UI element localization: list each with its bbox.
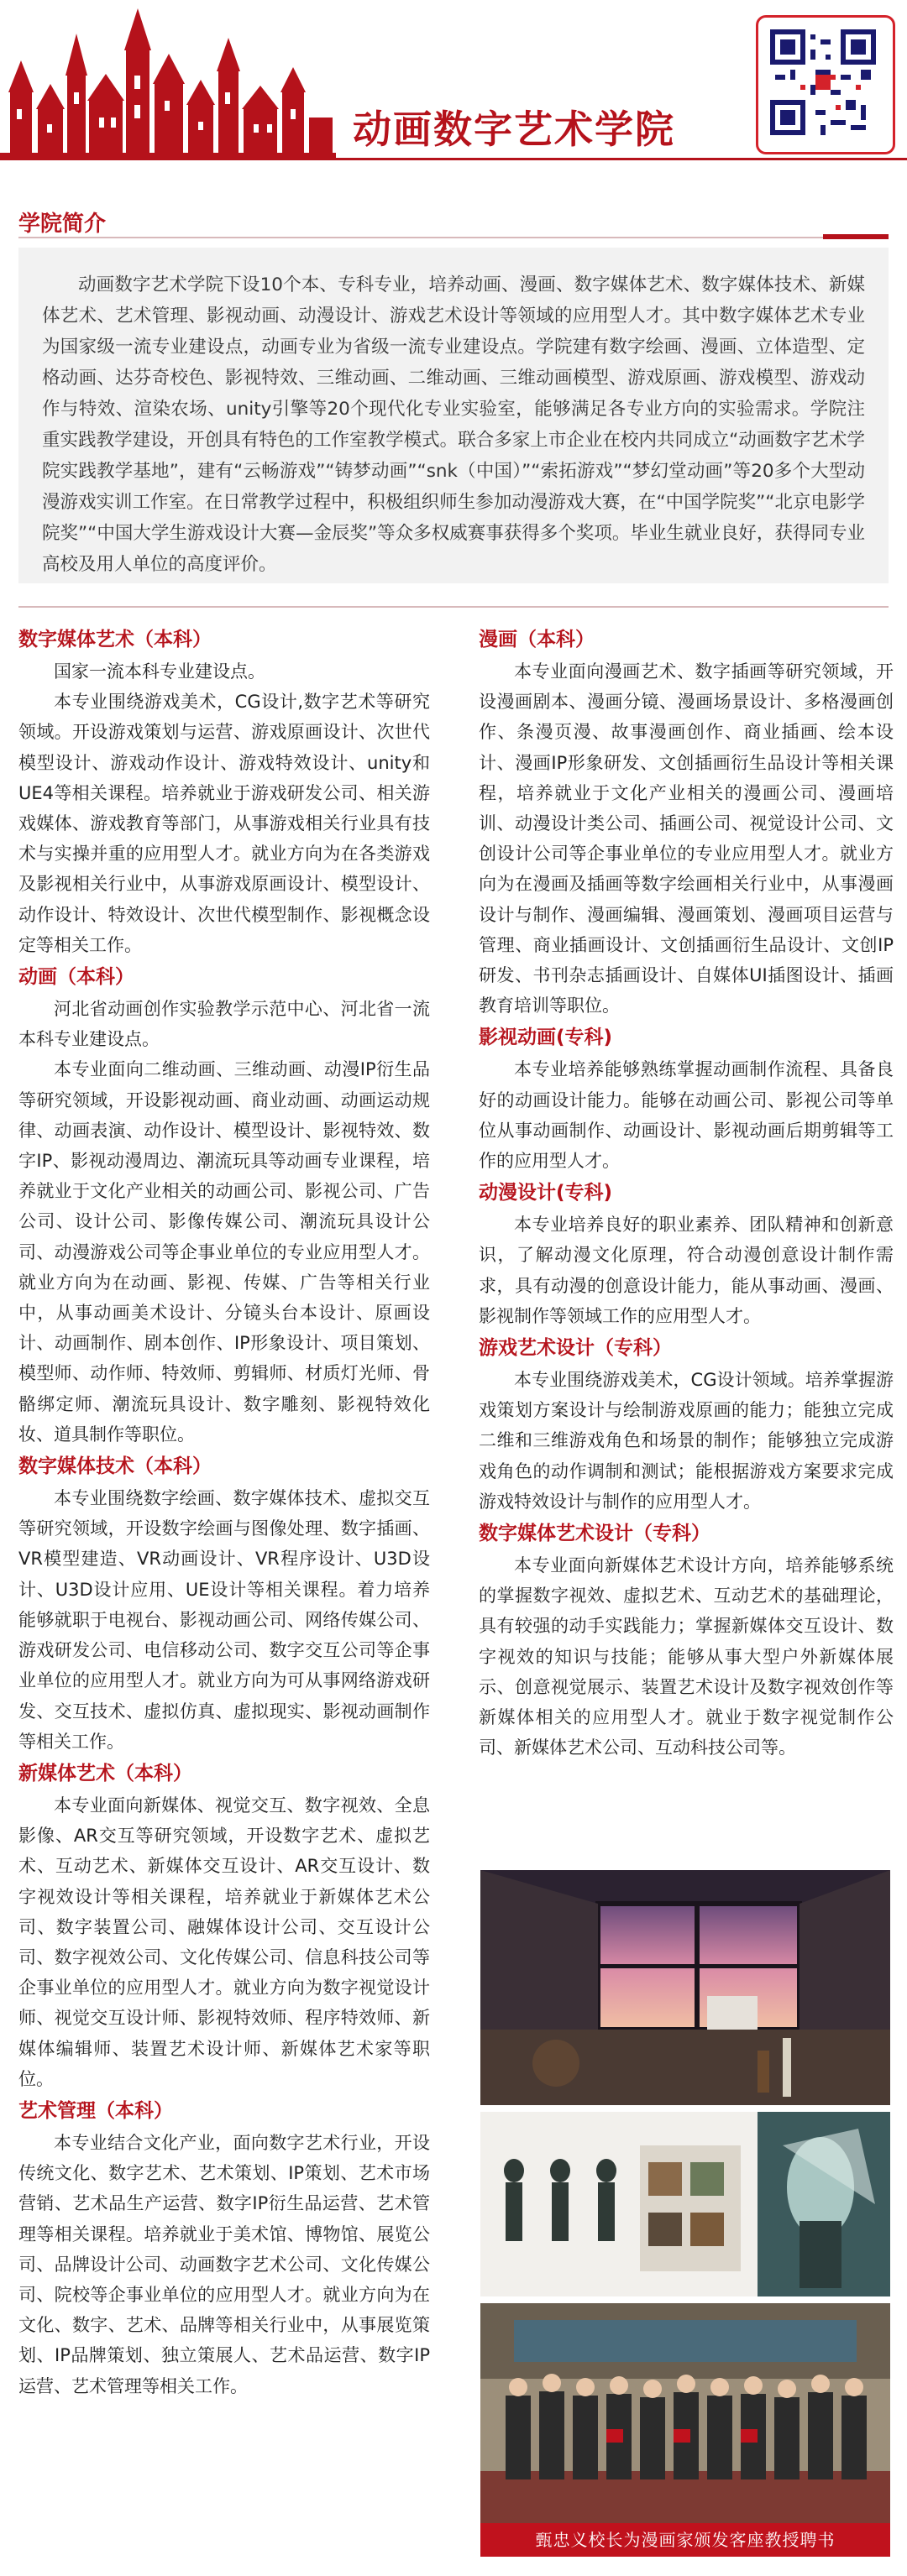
major-title: 新媒体艺术（本科） (18, 1762, 192, 1784)
major-title: 影视动画(专科) (479, 1027, 613, 1049)
major-title: 动漫设计(专科) (479, 1182, 613, 1204)
major-body: 本专业培养良好的职业素养、团队精神和创新意识，了解动漫文化原理，符合动漫创意设计制作需求，具有动漫的创意设计能力，能从事动画、漫画、影视制作等领域工作的应用型人才。 (479, 1215, 894, 1326)
major-anime-design (479, 1176, 894, 1331)
character-concept-art-icon (480, 2112, 890, 2296)
major-title: 数字媒体技术（本科） (18, 1455, 212, 1478)
major-body: 本专业面向二维动画、三维动画、动漫IP衍生品等研究领域，开设影视动画、商业动画、动画运动规律、动画表演、动作设计、模型设计、影视特效、数字IP、影视动漫周边、潮流玩具等动画专业课程，培养就业于文化产业相关的动画公司、影视公司、广告公司、设计公司、影像传媒公司、潮流玩具设计公司、动漫游戏公司等企事业单位的专业应用型人才。就业方向为在动画、影视、传媒、广告等相关行业中，从事动画美术设计、分镜头台本设计、原画设计、动画制作、剧本创作、IP形象设计、项目策划、模型师、动作师、特效师、剪辑师、材质灯光师、骨骼绑定师、潮流玩具设计、数字雕刻、影视特效化妆、道具制作等职位。 (18, 1059, 430, 1445)
major-title: 游戏艺术设计（专科） (479, 1337, 672, 1360)
intro-heading: 学院简介 (18, 212, 107, 237)
major-title: 艺术管理（本科） (18, 2099, 173, 2122)
major-film-animation (479, 1021, 894, 1176)
major-digital-media-tech (18, 1450, 430, 1757)
major-body: 本专业面向漫画艺术、数字插画等研究领域，开设漫画剧本、漫画分镜、漫画场景设计、多格漫画创作、条漫页漫、故事漫画创作、商业插画、绘本设计、漫画IP形象研发、文创插画衍生品设计等相关课程，培养就业于文化产业相关的漫画公司、漫画培训、动漫设计类公司、插画公司、视觉设计公司、文创设计公司等企事业单位的专业应用型人才。就业方向为在漫画及插画等数字绘画相关行业中，从事漫画设计与制作、漫画编辑、漫画策划、漫画项目运营与管理、商业插画设计、文创插画衍生品设计、文创IP研发、书刊杂志插画设计、自媒体UI插图设计、插画教育培训等职位。 (479, 661, 894, 1016)
photo-group-ceremony (480, 2303, 890, 2523)
intro-bottom-rule (18, 606, 889, 608)
major-body: 本专业培养能够熟练掌握动画制作流程、具备良好的动画设计能力。能够在动画公司、影视公司等单位从事动画制作、动画设计、影视动画后期剪辑等工作的应用型人才。 (479, 1059, 894, 1172)
game-scene-render-icon (480, 1870, 890, 2105)
major-title: 数字媒体艺术设计（专科） (479, 1523, 710, 1545)
major-body: 本专业面向新媒体艺术设计方向，培养能够系统的掌握数字视效、虚拟艺术、互动艺术的基础理论，具有较强的动手实践能力；掌握新媒体交互设计、数字视效的知识与技能；能够从事大型户外新媒体展示、创意视觉展示、装置艺术设计及数字视效创作等新媒体相关的应用型人才。就业于数字视觉制作公司、新媒体艺术公司、互动科技公司等。 (479, 1555, 894, 1758)
major-new-media-art (18, 1757, 430, 2094)
major-body: 本专业结合文化产业，面向数字艺术行业，开设传统文化、数字艺术、艺术策划、IP策划、艺术市场营销、艺术品生产运营、数字IP衍生品运营、艺术管理等相关课程。培养就业于美术馆、博物馆、展览公司、品牌设计公司、动画数字艺术公司、文化传媒公司、院校等企事业单位的应用型人才。就业方向为在文化、数字、艺术、品牌等相关行业中，从事展览策划、IP品牌策划、独立策展人、艺术品运营、数字IP运营、艺术管理等相关工作。 (18, 2132, 430, 2396)
intro-box (18, 248, 889, 583)
major-note: 国家一流本科专业建设点。 (54, 661, 265, 682)
major-body: 本专业围绕游戏美术，CG设计领域。培养掌握游戏策划方案设计与绘制游戏原画的能力；能独立完成二维和三维游戏角色和场景的制作；能够独立完成游戏角色的动作调制和测试；能根据游戏方案要求完成游戏特效设计与制作的应用型人才。 (479, 1370, 894, 1512)
qr-code-frame (756, 15, 895, 154)
major-art-management (18, 2094, 430, 2401)
castle-skyline-icon (0, 0, 336, 168)
major-title: 动画（本科） (18, 966, 134, 989)
major-digital-media-art-design (479, 1517, 894, 1763)
major-comics (479, 623, 894, 1021)
header-underline (0, 158, 907, 160)
intro-text: 动画数字艺术学院下设10个本、专科专业，培养动画、漫画、数字媒体艺术、数字媒体技术、新媒体艺术、艺术管理、影视动画、动漫设计、游戏艺术设计等领域的应用型人才。其中数字媒体艺术专业为国家级一流专业建设点，动画专业为省级一流专业建设点。学院建有数字绘画、漫画、立体造型、定格动画、达芬奇校色、影视特效、三维动画、二维动画、三维动画模型、游戏原画、游戏模型、游戏动作与特效、渲染农场、unity引擎等20个现代化专业实验室，能够满足各专业方向的实验需求。学院注重实践教学建设，开创具有特色的工作室教学模式。联合多家上市企业在校内共同成立“动画数字艺术学院实践教学基地”，建有“云畅游戏”“铸梦动画”“snk（中国）”“索拓游戏”“梦幻堂动画”等20多个大型动漫游戏实训工作室。在日常教学过程中，积极组织师生参加动漫游戏大赛，在“中国学院奖”“北京电影学院奖”“中国大学生游戏设计大赛—金辰奖”等众多权威赛事获得多个奖项。毕业生就业良好，获得同专业高校及用人单位的高度评价。 (42, 274, 865, 575)
left-column (18, 623, 430, 2401)
major-digital-media-art (18, 623, 430, 960)
header (0, 0, 907, 180)
school-title: 动画数字艺术学院 (353, 107, 675, 152)
right-column (479, 623, 894, 1763)
group-photo-icon (480, 2303, 890, 2523)
major-title: 漫画（本科） (479, 629, 595, 651)
intro-heading-rule (18, 237, 889, 238)
major-game-art (479, 1331, 894, 1517)
intro-heading-accent (823, 234, 889, 239)
qr-code-icon (770, 29, 876, 135)
major-body: 本专业面向新媒体、视觉交互、数字视效、全息影像、AR交互等研究领域，开设数字艺术、虚拟艺术、互动艺术、新媒体交互设计、AR交互设计、数字视效设计等相关课程，培养就业于新媒体艺术公司、数字装置公司、融媒体设计公司、交互设计公司、数字视效公司、文化传媒公司、信息科技公司等企事业单位的应用型人才。就业方向为数字视觉设计师、视觉交互设计师、影视特效师、程序特效师、新媒体编辑师、装置艺术设计师、新媒体艺术家等职位。 (18, 1795, 430, 2089)
major-body: 本专业围绕游戏美术，CG设计,数字艺术等研究领域。开设游戏策划与运营、游戏原画设计、次世代模型设计、游戏动作设计、游戏特效设计、unity和UE4等相关课程。培养就业于游戏研发公司、相关游戏媒体、游戏教育等部门，从事游戏相关行业具有技术与实操并重的应用型人才。就业方向为在各类游戏及影视相关行业中，从事游戏原画设计、模型设计、动作设计、特效设计、次世代模型制作、影视概念设定等相关工作。 (18, 692, 430, 955)
major-title: 数字媒体艺术（本科） (18, 629, 212, 651)
photo-caption: 甄忠义校长为漫画家颁发客座教授聘书 (480, 2523, 890, 2557)
major-animation (18, 960, 430, 1450)
photo-game-scene (480, 1870, 890, 2105)
major-note: 河北省动画创作实验教学示范中心、河北省一流本科专业建设点。 (18, 999, 430, 1050)
major-body: 本专业围绕数字绘画、数字媒体技术、虚拟交互等研究领域，开设数字绘画与图像处理、数字插画、VR模型建造、VR动画设计、VR程序设计、U3D设计、U3D设计应用、UE设计等相关课程。着力培养能够就职于电视台、影视动画公司、网络传媒公司、游戏研发公司、电信移动公司、数字交互公司等企事业单位的应用型人才。就业方向为可从事网络游戏研发、交互技术、虚拟仿真、虚拟现实、影视动画制作等相关工作。 (18, 1488, 430, 1752)
photo-character-concepts (480, 2112, 890, 2296)
